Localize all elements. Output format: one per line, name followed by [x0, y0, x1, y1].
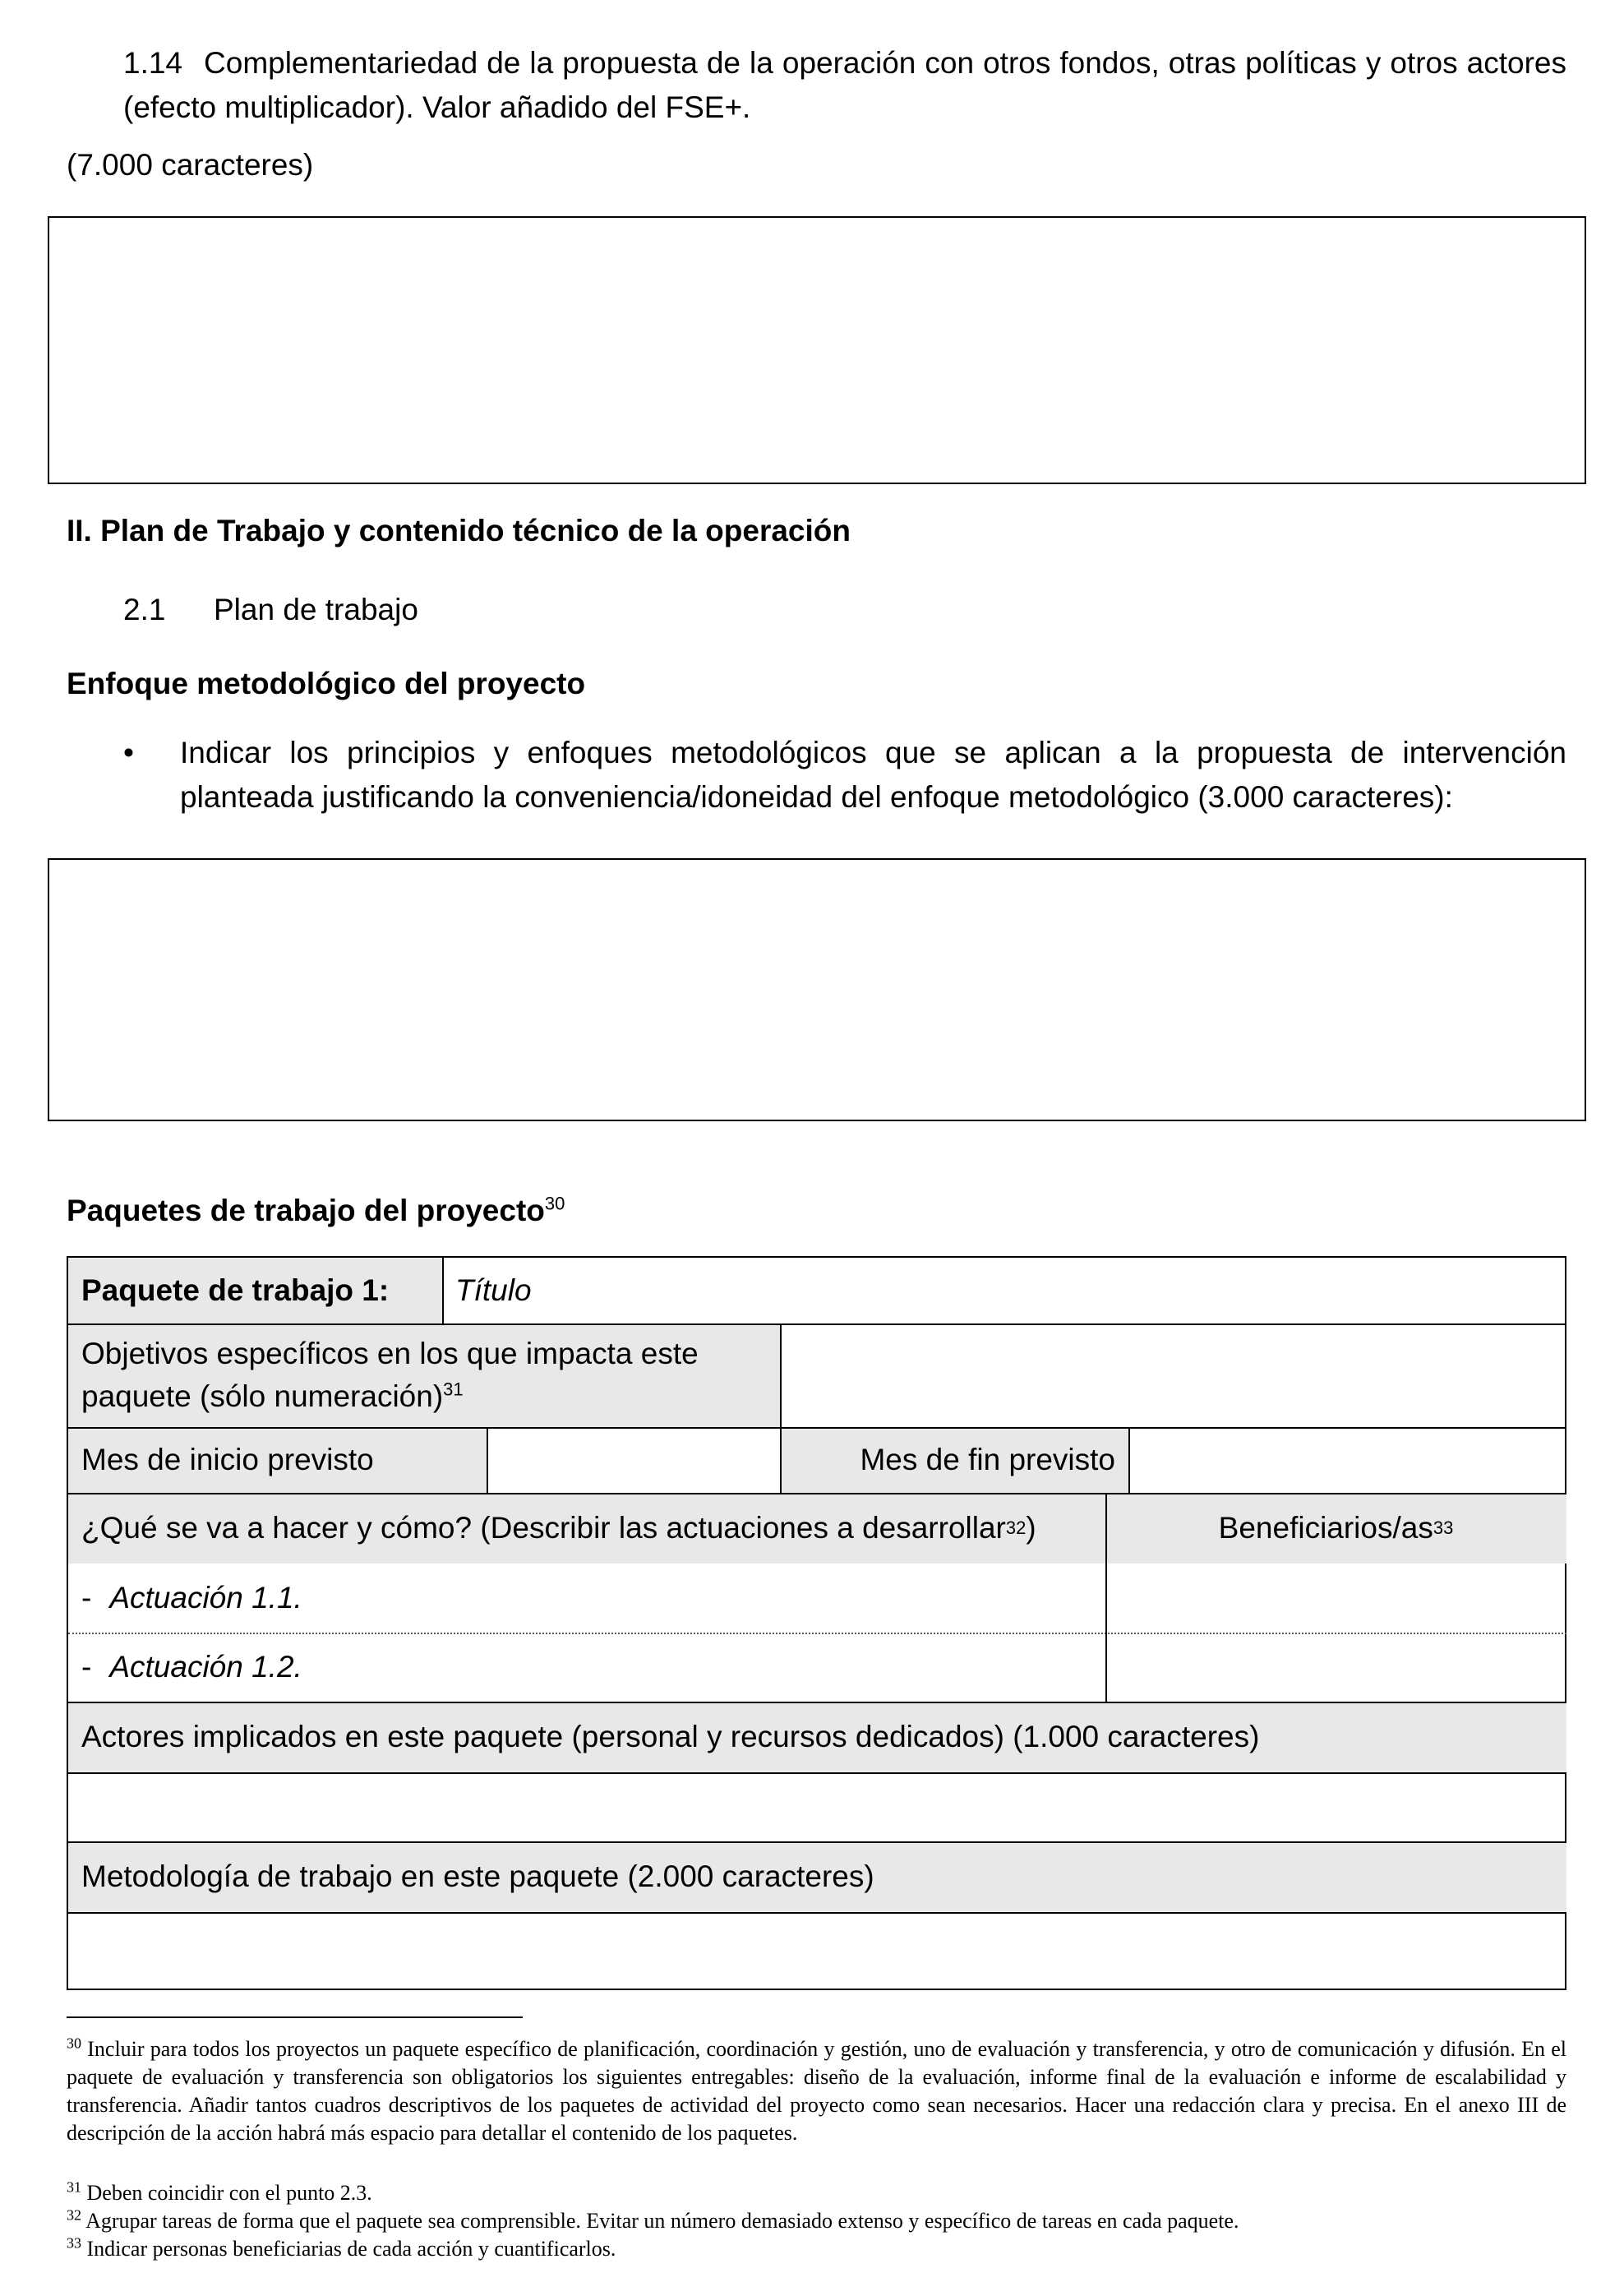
beneficiarios-1-1-field[interactable]: [1105, 1564, 1566, 1633]
actores-field[interactable]: [68, 1772, 1566, 1841]
section-1-14-title: Complementariedad de la propuesta de la operación con otros fondos, otras políticas y otros actores (efecto multiplicador). Valor añadido del FSE+.: [123, 46, 1566, 124]
table-col-rule: [487, 1427, 488, 1493]
table-rule: [68, 1912, 1566, 1914]
paquetes-heading: Paquetes de trabajo del proyecto$^{30}$: [67, 1193, 565, 1227]
text-area-1-14[interactable]: [48, 216, 1586, 484]
section-1-14-text: [123, 41, 1566, 130]
metodologia-field[interactable]: [68, 1912, 1566, 1990]
footnote-33: $^{33}$ Indicar personas beneficiarias de cada acción y cuantificarlos.: [67, 2234, 616, 2261]
objetivos-field[interactable]: [780, 1323, 1566, 1427]
bullet-icon: •: [123, 736, 134, 769]
footnote-32: $^{32}$ Agrupar tareas de forma que el paquete sea comprensible. Evitar un número demasiado extenso y específico de tareas en cada paquete.: [67, 2206, 1239, 2233]
actuacion-1-2-row[interactable]: - Actuación 1.2.: [68, 1633, 1105, 1702]
bullet-text: Indicar los principios y enfoques metodológicos que se aplican a la propuesta de intervención planteada justificando la conveniencia/idoneidad del enfoque metodológico (3.000 caracteres):: [180, 736, 1566, 814]
que-hacer-label: ¿Qué se va a hacer y cómo? (Describir las actuaciones a desarrollar 32 ): [68, 1493, 1105, 1564]
footnote-separator: [67, 2016, 523, 2018]
metodologia-label: Metodología de trabajo en este paquete (2.000 caracteres): [68, 1841, 1566, 1912]
footnote-30: $^{30}$ Incluir para todos los proyectos un paquete específico de planificación, coordinación y gestión, uno de evaluación y transferencia, y otro de comunicación y difusión. En el paquete de evaluación y transferencia son obligatorios los siguientes entregables: diseño de la evaluación, informe final de la evaluación e informe de escalabilidad y transferencia. Añadir tantos cuadros descriptivos de los paquetes de actividad del proyecto como sean necesarios. Hacer una redacción clara y precisa. En el anexo III de descripción de la acción habrá más espacio para detallar el contenido de los paquetes.: [67, 2035, 1566, 2145]
mes-inicio-field[interactable]: [487, 1427, 780, 1493]
table-rule: [68, 1841, 1566, 1843]
mes-inicio-label: Mes de inicio previsto: [68, 1427, 487, 1493]
table-rule-dotted: [68, 1633, 1566, 1634]
actuacion-1-1-label: Actuación 1.1.: [109, 1581, 302, 1614]
footnote-31: $^{31}$ Deben coincidir con el punto 2.3.: [67, 2178, 372, 2205]
footnote-ref-31: 31: [443, 1379, 464, 1400]
table-rule: [68, 1772, 1566, 1774]
actuacion-1-1-row[interactable]: - Actuación 1.1.: [68, 1564, 1105, 1633]
table-col-rule: [780, 1323, 782, 1493]
footnote-ref-30: 30: [544, 1193, 565, 1214]
text-area-enfoque[interactable]: [48, 858, 1586, 1121]
section-2-1-number: 2.1: [123, 593, 166, 626]
section-1-14-limit: (7.000 caracteres): [67, 148, 314, 182]
actores-label: Actores implicados en este paquete (personal y recursos dedicados) (1.000 caracteres): [68, 1702, 1566, 1772]
section-1-14-number: 1.14: [123, 46, 183, 80]
objetivos-label: Objetivos específicos en los que impacta este paquete (sólo numeración)$^{31}$: [68, 1323, 780, 1427]
table-rule: [68, 1427, 1566, 1429]
section-II-heading: II. Plan de Trabajo y contenido técnico de la operación: [67, 514, 851, 547]
table-rule: [68, 1702, 1566, 1703]
beneficiarios-1-2-field[interactable]: [1105, 1633, 1566, 1702]
section-2-1-title: Plan de trabajo: [214, 593, 418, 626]
work-package-table: [67, 1256, 1566, 1990]
table-col-rule: [1105, 1493, 1107, 1702]
actuacion-1-2-label: Actuación 1.2.: [109, 1650, 302, 1684]
paquete-label: Paquete de trabajo 1:: [68, 1258, 442, 1323]
table-col-rule: [1128, 1427, 1130, 1493]
mes-fin-label: Mes de fin previsto: [780, 1427, 1128, 1493]
mes-fin-field[interactable]: [1128, 1427, 1566, 1493]
table-col-rule: [442, 1258, 444, 1323]
table-rule: [68, 1323, 1566, 1325]
table-rule: [68, 1493, 1566, 1494]
beneficiarios-label: Beneficiarios/as 33: [1105, 1493, 1566, 1564]
titulo-field[interactable]: Título: [455, 1273, 532, 1307]
enfoque-heading: Enfoque metodológico del proyecto: [67, 667, 586, 700]
